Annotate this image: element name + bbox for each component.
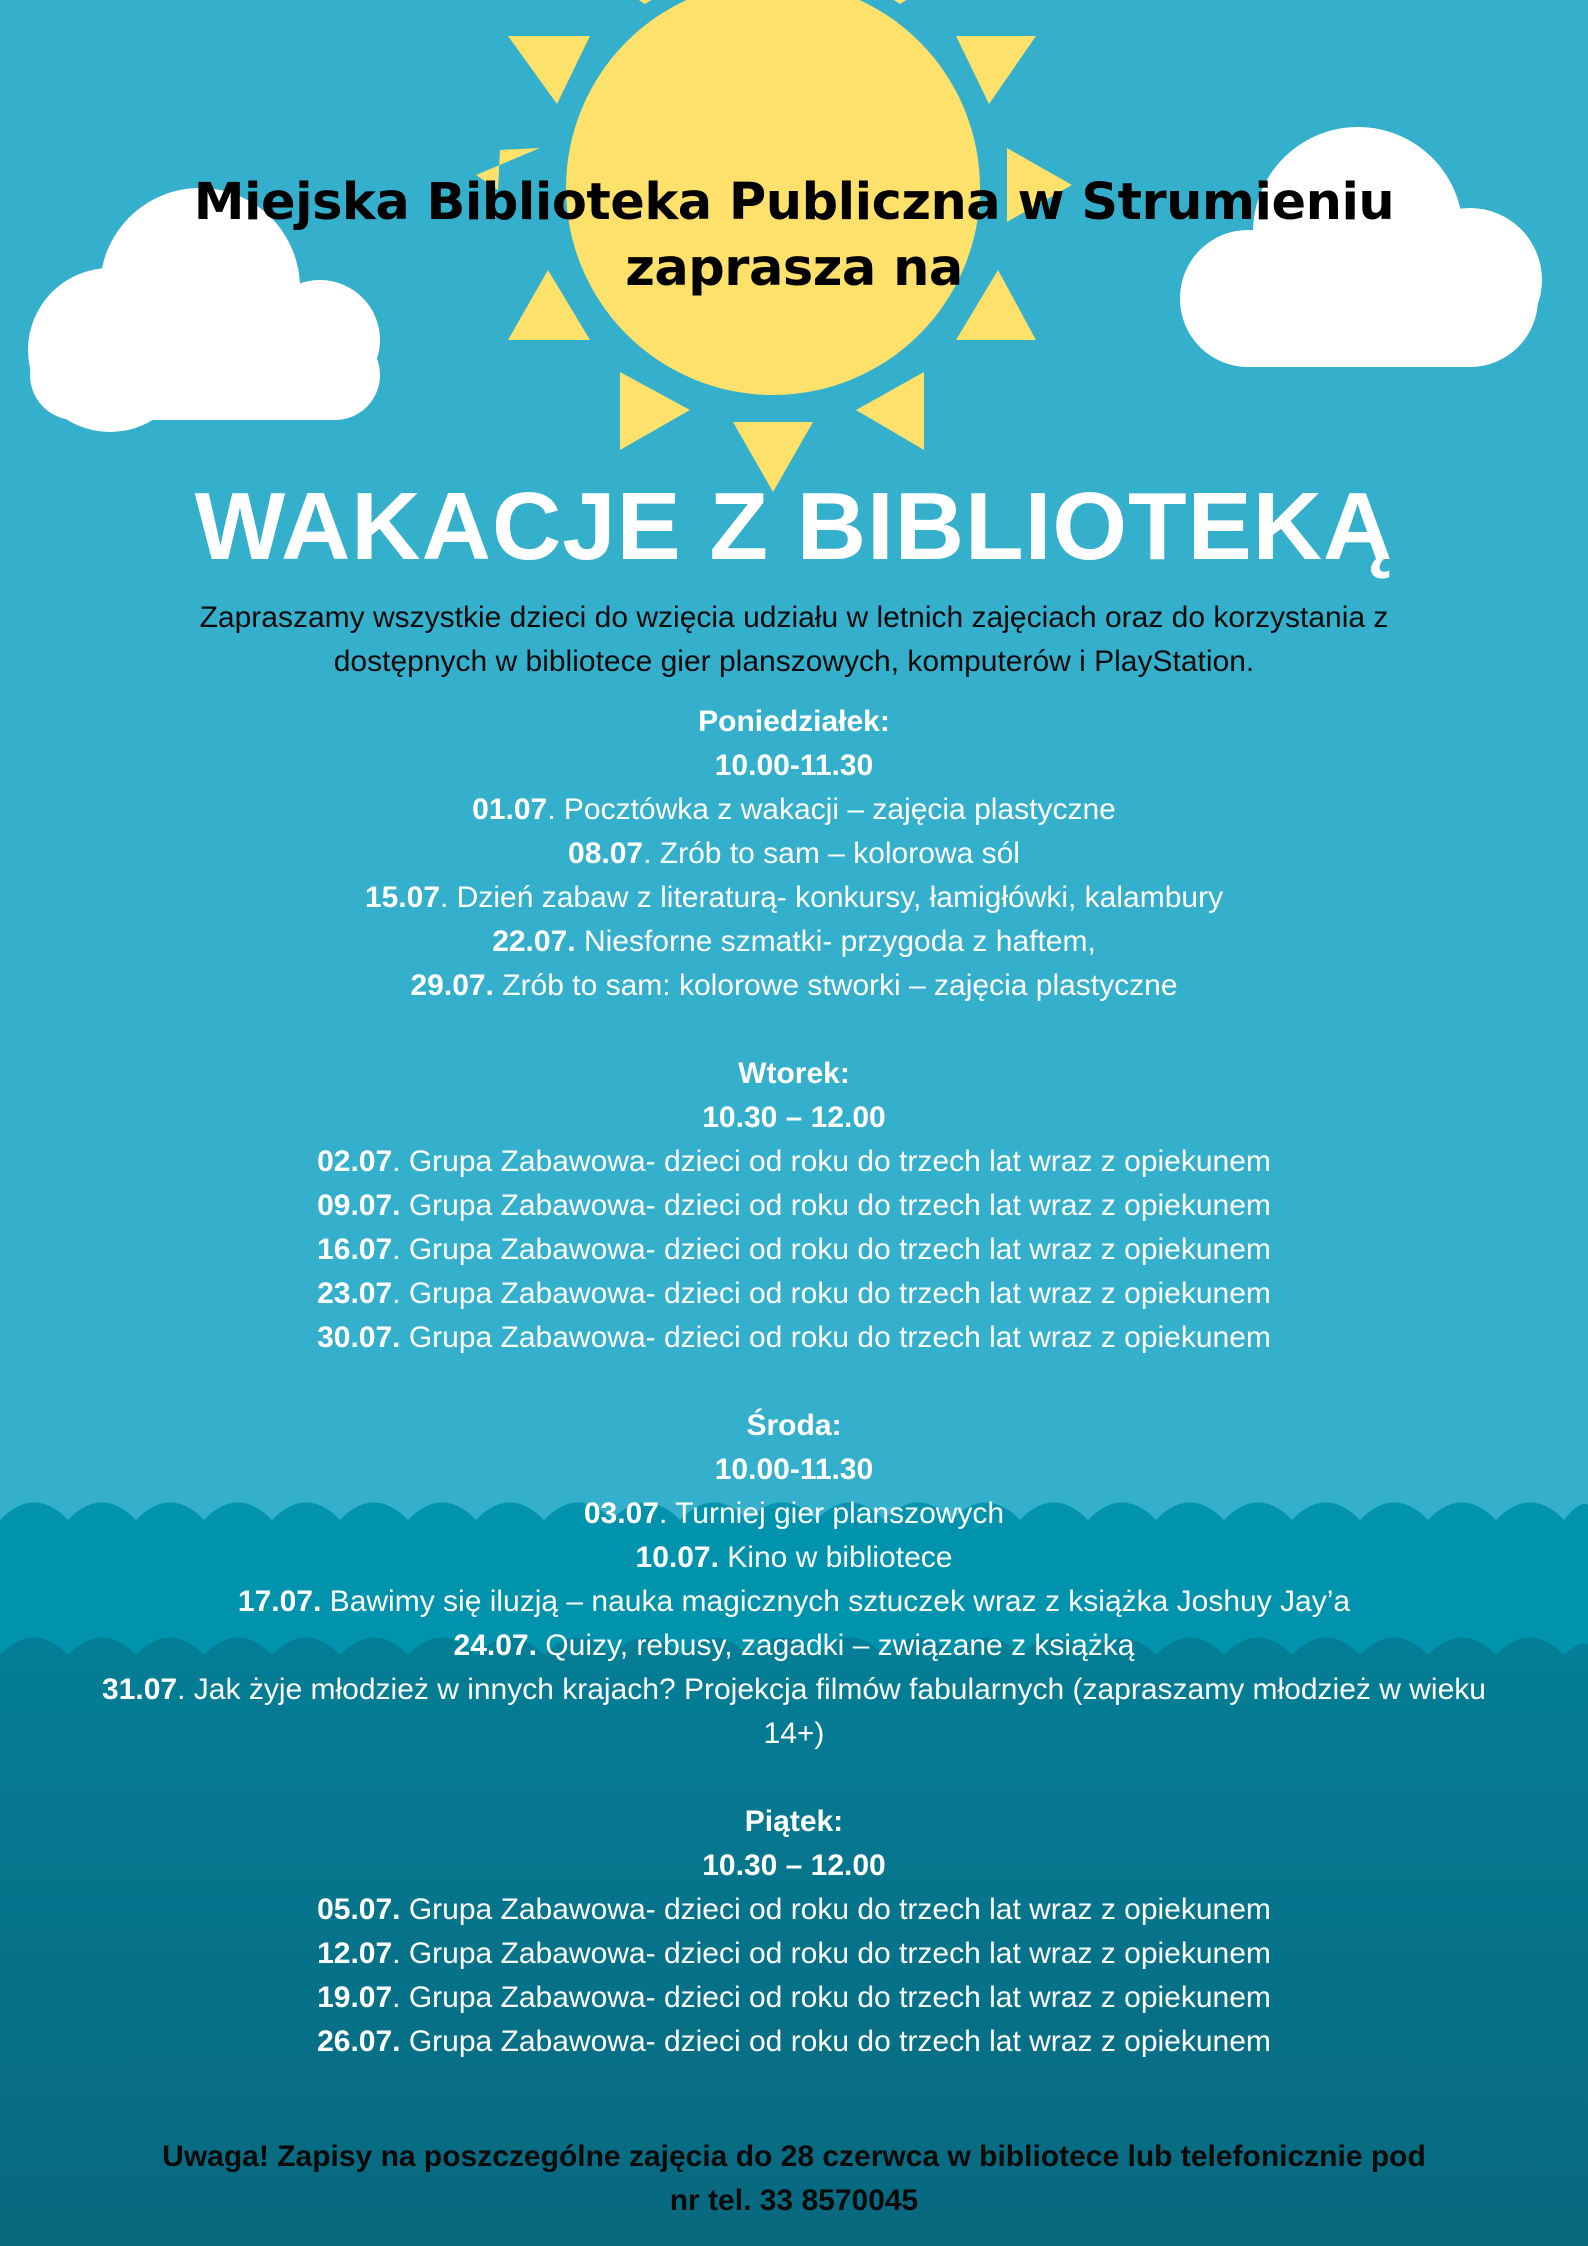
event-item: [100, 1536, 1488, 1580]
event-description: Zrób to sam: kolorowe stworki – zajęcia plastyczne: [493, 969, 1178, 1002]
organizer-line-2: zaprasza na: [625, 239, 963, 298]
event-description: . Grupa Zabawowa- dzieci od roku do trzech lat wraz z opiekunem: [392, 1937, 1271, 1970]
event-date: 16.07: [317, 1233, 393, 1266]
signup-notice: Uwaga! Zapisy na poszczególne zajęcia do 28 czerwca w bibliotece lub telefonicznie pod nr tel. 33 8570045: [162, 2140, 1426, 2217]
event-date: 23.07: [317, 1277, 393, 1310]
event-description: . Grupa Zabawowa- dzieci od roku do trzech lat wraz z opiekunem: [392, 1981, 1271, 2014]
day-name: Piątek:: [744, 1805, 844, 1838]
intro-text: Zapraszamy wszystkie dzieci do wzięcia udziału w letnich zajęciach oraz do korzystania z dostępnych w bibliotece gier planszowych, komputerów i PlayStation.: [199, 601, 1389, 678]
event-description: . Zrób to sam – kolorowa sól: [643, 837, 1020, 870]
event-description: Grupa Zabawowa- dzieci od roku do trzech lat wraz z opiekunem: [400, 1321, 1271, 1354]
event-description: . Grupa Zabawowa- dzieci od roku do trzech lat wraz z opiekunem: [392, 1277, 1271, 1310]
event-date: 17.07.: [237, 1585, 322, 1618]
event-date: 22.07.: [492, 925, 576, 958]
event-date: 10.07.: [635, 1541, 719, 1574]
event-item: [100, 2020, 1488, 2064]
schedule-day: [100, 700, 1488, 1008]
event-date: 30.07.: [317, 1321, 401, 1354]
event-item: [100, 1316, 1488, 1360]
event-item: [100, 832, 1488, 876]
event-description: Grupa Zabawowa- dzieci od roku do trzech lat wraz z opiekunem: [400, 1893, 1271, 1926]
event-date: 01.07: [472, 793, 548, 826]
event-description: Grupa Zabawowa- dzieci od roku do trzech lat wraz z opiekunem: [400, 1189, 1271, 1222]
event-description: . Jak żyje młodzież w innych krajach? Projekcja filmów fabularnych (zapraszamy młodzież w wieku 14+): [177, 1673, 1486, 1750]
event-date: 31.07: [102, 1673, 178, 1706]
event-item: [100, 1668, 1488, 1756]
schedule-day: [100, 1800, 1488, 2064]
event-date: 12.07: [317, 1937, 393, 1970]
event-item: [100, 964, 1488, 1008]
event-date: 26.07.: [317, 2025, 401, 2058]
event-date: 15.07: [364, 881, 441, 914]
event-item: [100, 1140, 1488, 1184]
event-item: [100, 1228, 1488, 1272]
day-time: 10.00-11.30: [714, 749, 874, 782]
day-time: 10.30 – 12.00: [702, 1101, 886, 1134]
event-date: 03.07: [583, 1497, 659, 1530]
event-description: Quizy, rebusy, zagadki – związane z książką: [536, 1629, 1135, 1662]
event-description: . Grupa Zabawowa- dzieci od roku do trzech lat wraz z opiekunem: [392, 1145, 1271, 1178]
main-title: WAKACJE Z BIBLIOTEKĄ: [194, 473, 1394, 580]
schedule: [100, 700, 1488, 2108]
event-item: [100, 1976, 1488, 2020]
event-item: [100, 1624, 1488, 1668]
event-date: 05.07.: [317, 1893, 401, 1926]
event-item: [100, 1580, 1488, 1624]
day-time: 10.00-11.30: [714, 1453, 874, 1486]
day-name: Środa:: [746, 1409, 842, 1442]
event-description: Grupa Zabawowa- dzieci od roku do trzech lat wraz z opiekunem: [400, 2025, 1271, 2058]
event-item: [100, 1888, 1488, 1932]
event-item: [100, 876, 1488, 920]
event-date: 09.07.: [317, 1189, 401, 1222]
organizer-line-1: Miejska Biblioteka Publiczna w Strumieniu: [193, 173, 1395, 232]
day-name: Wtorek:: [738, 1057, 850, 1090]
event-description: . Turniej gier planszowych: [658, 1497, 1005, 1530]
event-item: [100, 1492, 1488, 1536]
event-date: 24.07.: [453, 1629, 537, 1662]
day-name: Poniedziałek:: [698, 705, 890, 738]
event-description: Niesforne szmatki- przygoda z haftem,: [575, 925, 1096, 958]
schedule-day: [100, 1052, 1488, 1360]
event-date: 02.07: [317, 1145, 393, 1178]
day-time: 10.30 – 12.00: [702, 1849, 886, 1882]
event-description: . Grupa Zabawowa- dzieci od roku do trzech lat wraz z opiekunem: [392, 1233, 1271, 1266]
event-item: [100, 920, 1488, 964]
event-date: 08.07: [568, 837, 644, 870]
event-date: 29.07.: [410, 969, 494, 1002]
event-description: Kino w bibliotece: [718, 1541, 953, 1574]
event-description: . Pocztówka z wakacji – zajęcia plastyczne: [547, 793, 1116, 826]
event-description: Bawimy się iluzją – nauka magicznych sztuczek wraz z książka Joshuy Jay’a: [321, 1585, 1351, 1618]
event-description: . Dzień zabaw z literaturą- konkursy, łamigłówki, kalambury: [440, 881, 1224, 914]
schedule-day: [100, 1404, 1488, 1756]
event-item: [100, 1184, 1488, 1228]
event-date: 19.07: [317, 1981, 393, 2014]
event-item: [100, 1272, 1488, 1316]
organizer-heading: [0, 170, 1588, 302]
event-item: [100, 788, 1488, 832]
event-item: [100, 1932, 1488, 1976]
